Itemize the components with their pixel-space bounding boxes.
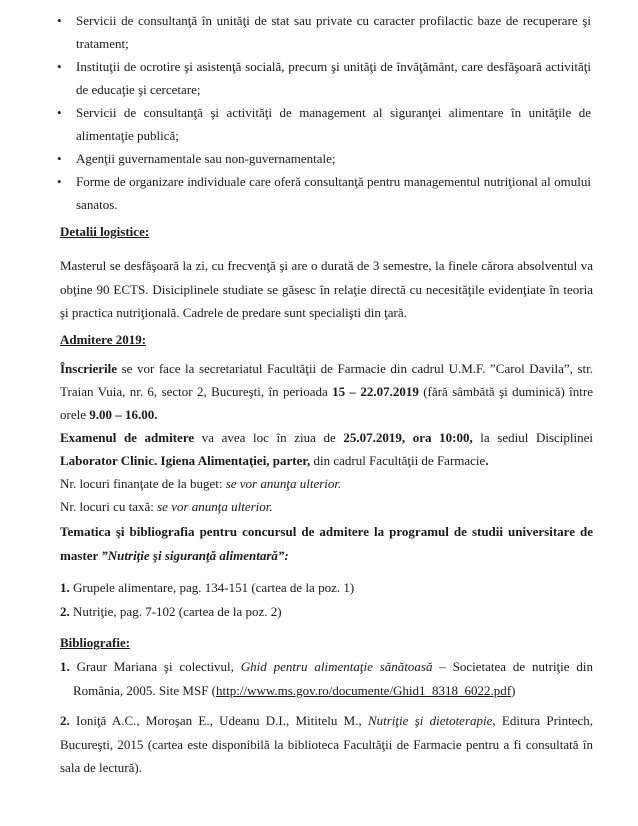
topics-heading: Tematica şi bibliografia pentru concursul de admitere la programul de studii universitare de master ”Nutriţie şi siguranţă alimentară”: — [60, 524, 593, 563]
exam-label: Examenul de admitere — [60, 430, 195, 445]
bullet-icon: • — [57, 105, 62, 120]
ref1-title: Ghid pentru alimentaţie sănătoasă — [240, 659, 433, 674]
bibliography-ref-2: 2. Ioniţă A.C., Moroşan E., Udeanu D.I., Mititelu M., Nutriţie şi dietoterapie, Editura Printech, Bucureşti, 2015 (cartea este disponibilă la biblioteca Facultăţii de Farmacie pentru a fi consultată în sala de lectură). — [60, 713, 593, 775]
bullet-item: • Instituţii de ocrotire şi asistenţă socială, precum şi unităţi de învăţământ, care desfăşoară activităţi de educaţie şi cercetare; — [57, 55, 591, 101]
fee-seats-value: se vor anunţa ulterior. — [157, 499, 273, 514]
bullet-icon: • — [57, 174, 62, 189]
fee-seats-label: Nr. locuri cu taxă: — [60, 499, 158, 514]
admission-heading: Admitere 2019: — [60, 332, 147, 347]
logistics-paragraph: Masterul se desfăşoară la zi, cu frecvenţă şi are o durată de 3 semestre, la finele cărora absolventul va obţine 90 ECTS. Disiciplinele studiate se găsesc în relaţie directă cu necesităţile evidenţiate în teoria şi practica nutriţională. Cadrele de predare sunt specialişti din ţară. — [60, 258, 593, 320]
admission-paragraph: Înscrierile se vor face la secretariatul Facultăţii de Farmacie din cadrul U.M.F. ”Carol Davila”, str. Traian Vuia, nr. 6, sector 2, Bucureşti, în perioada 15 – 22.07.2019 (fără sâmbătă şi duminică) între orele 9.00 – 16.00. Examenul de admitere va avea loc în ziua de 25.07.2019, ora 10:00, la sediul Disciplinei Laborator Clinic. Igiena Alimentaţiei, parter, din cadrul Facultăţii de Farmacie. Nr. locuri finanţate de la buget: se vor anunţa ulterior. Nr. locuri cu taxă: se vor anunţa ulterior. — [60, 361, 594, 514]
bibliography-ref-1: 1. Graur Mariana şi colectivul, Ghid pentru alimentaţie sănătoasă – Societatea de nutriţie din România, 2005. Site MSF (http://www.ms.gov.ro/documente/Ghid1_8318_6022.pdf) — [60, 659, 593, 698]
bibliography-heading: Bibliografie: — [60, 635, 131, 650]
employment-bullet-list — [57, 9, 591, 216]
bullet-icon: • — [57, 151, 62, 166]
topic-item: 2. Nutriţie, pag. 7-102 (cartea de la poz. 2) — [60, 603, 282, 619]
bullet-icon: • — [57, 13, 62, 28]
ref1-link[interactable]: http://www.ms.gov.ro/documente/Ghid1_8318_6022.pdf — [216, 682, 512, 698]
topic-item: 1. Grupele alimentare, pag. 134-151 (cartea de la poz. 1) — [60, 580, 355, 595]
bullet-item: • Agenţii guvernamentale sau non-guvernamentale; — [57, 147, 591, 170]
budget-seats-value: se vor anunţa ulterior. — [225, 476, 342, 491]
bullet-item: • Servicii de consultanţă şi activităţi de management al siguranţei alimentare în unităţile de alimentaţie publică; — [57, 101, 591, 147]
registration-hours: 9.00 – 16.00. — [89, 407, 158, 422]
bullet-item: • Forme de organizare individuale care oferă consultanţă pentru managementul nutriţional al omului sanatos. — [57, 170, 591, 216]
exam-date: 25.07.2019, ora 10:00, — [343, 430, 473, 445]
topics-list — [60, 576, 593, 623]
bullet-icon: • — [57, 59, 62, 74]
program-title: ”Nutriţie şi siguranţă alimentară”: — [101, 547, 289, 563]
logistics-heading: Detalii logistice: — [60, 224, 150, 239]
registration-label: Înscrierile — [60, 361, 118, 376]
ref2-title: Nutriţie şi dietoterapie — [367, 713, 493, 728]
exam-place: Laborator Clinic. Igiena Alimentaţiei, parter, — [60, 453, 311, 468]
registration-period: 15 – 22.07.2019 — [332, 384, 419, 399]
bullet-item: • Servicii de consultanţă în unităţi de stat sau private cu caracter profilactic baze de recuperare şi tratament; — [57, 9, 591, 55]
budget-seats-label: Nr. locuri finanţate de la buget: — [60, 476, 226, 491]
